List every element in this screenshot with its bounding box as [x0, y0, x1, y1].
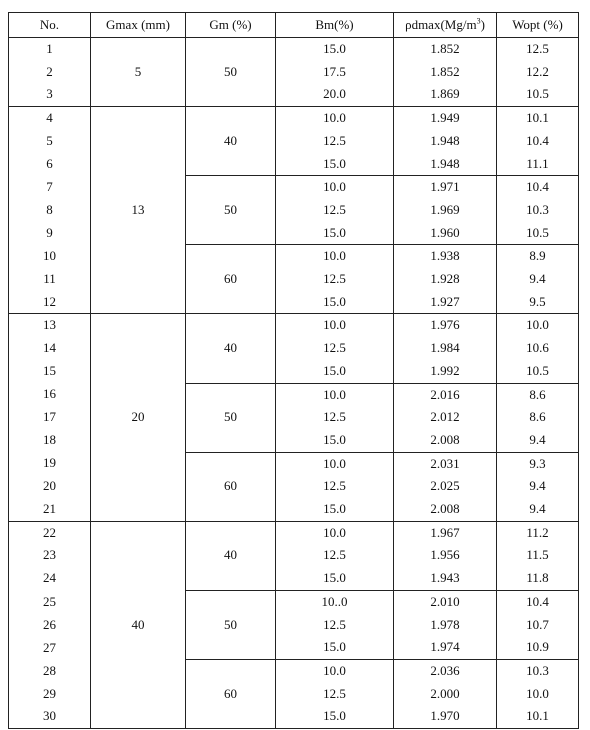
header-rho-superscript: 3	[476, 16, 481, 26]
table-body	[9, 38, 579, 729]
cell-rho-dmax: 1.956	[394, 544, 497, 567]
cell-no: 25	[9, 590, 91, 613]
cell-bm: 15.0	[276, 567, 394, 590]
header-rho-text: ρdmax(Mg/m	[405, 17, 477, 32]
data-table	[8, 12, 579, 729]
cell-bm: 15.0	[276, 38, 394, 61]
cell-bm: 15.0	[276, 705, 394, 728]
cell-no: 30	[9, 705, 91, 728]
cell-rho-dmax: 2.016	[394, 383, 497, 406]
cell-gm: 40	[186, 521, 276, 590]
cell-no: 17	[9, 406, 91, 429]
cell-wopt: 10.4	[497, 176, 579, 199]
header-gm: Gm (%)	[186, 13, 276, 38]
cell-wopt: 8.6	[497, 383, 579, 406]
cell-gmax: 40	[91, 521, 186, 728]
table-row	[9, 314, 579, 337]
cell-wopt: 10.1	[497, 107, 579, 130]
cell-wopt: 12.5	[497, 38, 579, 61]
cell-rho-dmax: 1.969	[394, 199, 497, 222]
cell-bm: 12.5	[276, 683, 394, 706]
cell-rho-dmax: 1.852	[394, 61, 497, 84]
cell-rho-dmax: 1.976	[394, 314, 497, 337]
cell-no: 29	[9, 683, 91, 706]
cell-rho-dmax: 1.974	[394, 636, 497, 659]
cell-gm: 50	[186, 38, 276, 107]
cell-bm: 15.0	[276, 291, 394, 314]
cell-no: 9	[9, 222, 91, 245]
cell-gm: 60	[186, 452, 276, 521]
cell-rho-dmax: 1.852	[394, 38, 497, 61]
cell-rho-dmax: 1.927	[394, 291, 497, 314]
cell-bm: 15.0	[276, 222, 394, 245]
cell-bm: 15.0	[276, 153, 394, 176]
cell-wopt: 10.9	[497, 636, 579, 659]
cell-wopt: 9.4	[497, 475, 579, 498]
cell-bm: 17.5	[276, 61, 394, 84]
cell-wopt: 9.5	[497, 291, 579, 314]
cell-rho-dmax: 1.970	[394, 705, 497, 728]
cell-no: 19	[9, 452, 91, 475]
cell-no: 11	[9, 268, 91, 291]
cell-no: 4	[9, 107, 91, 130]
cell-bm: 15.0	[276, 360, 394, 383]
cell-rho-dmax: 2.031	[394, 452, 497, 475]
cell-no: 22	[9, 521, 91, 544]
cell-rho-dmax: 1.948	[394, 130, 497, 153]
cell-wopt: 11.5	[497, 544, 579, 567]
header-rho-dmax	[394, 13, 497, 38]
cell-wopt: 10.1	[497, 705, 579, 728]
cell-rho-dmax: 1.984	[394, 337, 497, 360]
cell-bm: 12.5	[276, 614, 394, 637]
cell-wopt: 9.4	[497, 268, 579, 291]
header-wopt: Wopt (%)	[497, 13, 579, 38]
table-row	[9, 38, 579, 61]
cell-bm: 10.0	[276, 521, 394, 544]
cell-no: 21	[9, 498, 91, 521]
cell-bm: 10..0	[276, 590, 394, 613]
cell-no: 24	[9, 567, 91, 590]
cell-bm: 10.0	[276, 452, 394, 475]
header-rho-close: )	[480, 17, 485, 32]
cell-gm: 60	[186, 245, 276, 314]
cell-rho-dmax: 2.000	[394, 683, 497, 706]
cell-bm: 12.5	[276, 199, 394, 222]
cell-wopt: 10.5	[497, 360, 579, 383]
cell-gmax: 5	[91, 38, 186, 107]
cell-no: 5	[9, 130, 91, 153]
table-row	[9, 521, 579, 544]
cell-wopt: 10.7	[497, 614, 579, 637]
cell-rho-dmax: 1.978	[394, 614, 497, 637]
cell-rho-dmax: 1.928	[394, 268, 497, 291]
cell-wopt: 10.4	[497, 590, 579, 613]
cell-rho-dmax: 2.010	[394, 590, 497, 613]
cell-wopt: 9.4	[497, 498, 579, 521]
cell-no: 10	[9, 245, 91, 268]
cell-bm: 20.0	[276, 83, 394, 106]
header-no: No.	[9, 13, 91, 38]
cell-no: 12	[9, 291, 91, 314]
cell-gm: 40	[186, 107, 276, 176]
cell-rho-dmax: 1.948	[394, 153, 497, 176]
cell-bm: 12.5	[276, 406, 394, 429]
header-row	[9, 13, 579, 38]
cell-rho-dmax: 1.869	[394, 83, 497, 106]
cell-rho-dmax: 1.960	[394, 222, 497, 245]
cell-bm: 10.0	[276, 245, 394, 268]
cell-no: 13	[9, 314, 91, 337]
cell-rho-dmax: 2.036	[394, 659, 497, 682]
cell-wopt: 10.3	[497, 659, 579, 682]
cell-wopt: 11.2	[497, 521, 579, 544]
cell-rho-dmax: 2.008	[394, 498, 497, 521]
cell-rho-dmax: 2.025	[394, 475, 497, 498]
cell-wopt: 10.0	[497, 314, 579, 337]
cell-rho-dmax: 1.971	[394, 176, 497, 199]
cell-wopt: 10.4	[497, 130, 579, 153]
header-gmax: Gmax (mm)	[91, 13, 186, 38]
cell-wopt: 10.5	[497, 83, 579, 106]
cell-bm: 15.0	[276, 498, 394, 521]
table-row	[9, 107, 579, 130]
cell-wopt: 9.4	[497, 429, 579, 452]
cell-bm: 12.5	[276, 268, 394, 291]
cell-no: 18	[9, 429, 91, 452]
cell-rho-dmax: 2.012	[394, 406, 497, 429]
cell-bm: 12.5	[276, 130, 394, 153]
cell-no: 7	[9, 176, 91, 199]
cell-no: 6	[9, 153, 91, 176]
cell-no: 15	[9, 360, 91, 383]
cell-gm: 50	[186, 176, 276, 245]
cell-no: 26	[9, 614, 91, 637]
cell-wopt: 12.2	[497, 61, 579, 84]
cell-bm: 15.0	[276, 429, 394, 452]
cell-wopt: 10.3	[497, 199, 579, 222]
cell-bm: 10.0	[276, 176, 394, 199]
cell-no: 16	[9, 383, 91, 406]
cell-wopt: 11.8	[497, 567, 579, 590]
header-bm: Bm(%)	[276, 13, 394, 38]
cell-bm: 10.0	[276, 107, 394, 130]
cell-gm: 50	[186, 590, 276, 659]
cell-no: 23	[9, 544, 91, 567]
cell-rho-dmax: 1.938	[394, 245, 497, 268]
cell-wopt: 10.0	[497, 683, 579, 706]
cell-bm: 10.0	[276, 383, 394, 406]
cell-no: 8	[9, 199, 91, 222]
cell-wopt: 8.6	[497, 406, 579, 429]
cell-bm: 12.5	[276, 544, 394, 567]
cell-gm: 60	[186, 659, 276, 728]
cell-bm: 12.5	[276, 337, 394, 360]
cell-wopt: 11.1	[497, 153, 579, 176]
cell-bm: 10.0	[276, 314, 394, 337]
cell-rho-dmax: 1.967	[394, 521, 497, 544]
cell-bm: 15.0	[276, 636, 394, 659]
cell-wopt: 10.6	[497, 337, 579, 360]
cell-bm: 10.0	[276, 659, 394, 682]
cell-no: 14	[9, 337, 91, 360]
cell-gmax: 13	[91, 107, 186, 314]
cell-no: 2	[9, 61, 91, 84]
cell-rho-dmax: 1.992	[394, 360, 497, 383]
cell-no: 27	[9, 636, 91, 659]
cell-rho-dmax: 1.949	[394, 107, 497, 130]
cell-bm: 12.5	[276, 475, 394, 498]
cell-wopt: 8.9	[497, 245, 579, 268]
cell-rho-dmax: 1.943	[394, 567, 497, 590]
cell-gmax: 20	[91, 314, 186, 521]
cell-rho-dmax: 2.008	[394, 429, 497, 452]
cell-gm: 40	[186, 314, 276, 383]
cell-wopt: 10.5	[497, 222, 579, 245]
cell-no: 3	[9, 83, 91, 106]
cell-gm: 50	[186, 383, 276, 452]
cell-no: 1	[9, 38, 91, 61]
cell-no: 28	[9, 659, 91, 682]
cell-no: 20	[9, 475, 91, 498]
cell-wopt: 9.3	[497, 452, 579, 475]
